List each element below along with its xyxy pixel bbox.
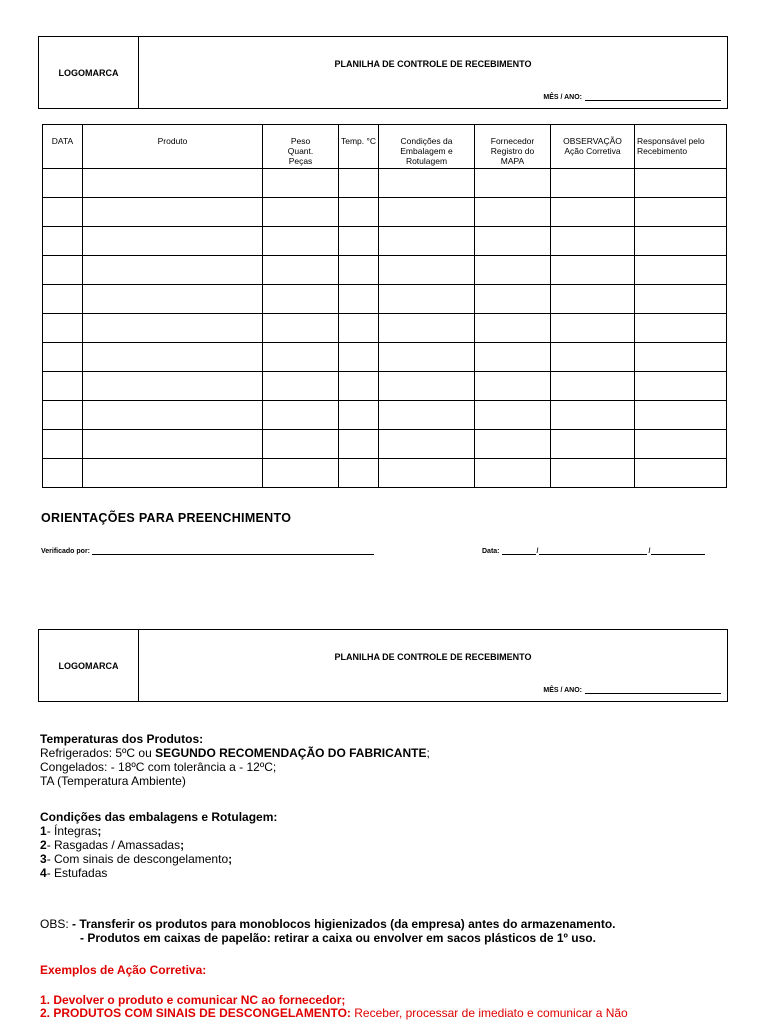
table-cell[interactable] (339, 430, 379, 459)
table-cell[interactable] (475, 343, 551, 372)
verificado-line (92, 546, 374, 555)
table-cell[interactable] (635, 169, 727, 198)
logo-placeholder: LOGOMARCA (39, 630, 139, 701)
table-cell[interactable] (83, 343, 263, 372)
table-cell[interactable] (475, 169, 551, 198)
col-responsavel: Responsável pelo Recebimento (635, 125, 727, 169)
table-cell[interactable] (339, 227, 379, 256)
table-cell[interactable] (43, 314, 83, 343)
table-cell[interactable] (263, 314, 339, 343)
table-cell[interactable] (339, 314, 379, 343)
table-header-row (43, 125, 727, 169)
table-row (43, 256, 727, 285)
table-cell[interactable] (83, 372, 263, 401)
table-cell[interactable] (43, 256, 83, 285)
table-cell[interactable] (263, 285, 339, 314)
table-cell[interactable] (551, 198, 635, 227)
exemplo-item-2: 2. PRODUTOS COM SINAIS DE DESCONGELAMENTO: Receber, processar de imediato e comunicar a Não (40, 1006, 628, 1020)
table-cell[interactable] (263, 343, 339, 372)
table-cell[interactable] (635, 198, 727, 227)
table-cell[interactable] (635, 343, 727, 372)
condicao-item: 4- Estufadas (40, 866, 108, 880)
month-year-label: MÊS / ANO: (543, 94, 582, 101)
col-data: DATA (43, 125, 83, 169)
table-cell[interactable] (379, 401, 475, 430)
condicoes-section (40, 810, 277, 880)
temperaturas-heading: Temperaturas dos Produtos: (40, 732, 204, 746)
header-box-2 (38, 629, 728, 702)
table-cell[interactable] (551, 372, 635, 401)
table-cell[interactable] (83, 459, 263, 488)
sheet-title: PLANILHA DE CONTROLE DE RECEBIMENTO (334, 652, 532, 662)
table-cell[interactable] (263, 401, 339, 430)
condicao-item: 1- Íntegras; (40, 824, 102, 838)
table-cell[interactable] (339, 169, 379, 198)
table-cell[interactable] (339, 372, 379, 401)
table-cell[interactable] (551, 459, 635, 488)
congelados-line: Congelados: - 18ºC com tolerância a - 12ºC; (40, 760, 277, 774)
table-cell[interactable] (43, 372, 83, 401)
date-field[interactable] (482, 546, 705, 555)
table-cell[interactable] (475, 401, 551, 430)
date-day-line (502, 546, 536, 555)
exemplos-list (40, 994, 628, 1020)
month-year-line (585, 92, 721, 101)
refrigerados-line: Refrigerados: 5ºC ou SEGUNDO RECOMENDAÇÃO DO FABRICANTE; (40, 746, 430, 760)
table-cell[interactable] (83, 198, 263, 227)
table-cell[interactable] (379, 430, 475, 459)
month-year-label: MÊS / ANO: (543, 687, 582, 694)
table-cell[interactable] (263, 256, 339, 285)
table-cell[interactable] (83, 430, 263, 459)
header-box-1 (38, 36, 728, 109)
table-row (43, 227, 727, 256)
temperaturas-section (40, 732, 430, 788)
table-cell[interactable] (339, 459, 379, 488)
table-cell[interactable] (263, 198, 339, 227)
table-row (43, 372, 727, 401)
table-cell[interactable] (551, 401, 635, 430)
month-year-field[interactable] (543, 685, 721, 694)
table-cell[interactable] (83, 401, 263, 430)
col-temp: Temp. °C (339, 125, 379, 169)
table-cell[interactable] (635, 285, 727, 314)
ta-line: TA (Temperatura Ambiente) (40, 774, 186, 788)
table-cell[interactable] (635, 459, 727, 488)
table-cell[interactable] (551, 256, 635, 285)
table-cell[interactable] (43, 401, 83, 430)
table-cell[interactable] (339, 198, 379, 227)
sheet-title: PLANILHA DE CONTROLE DE RECEBIMENTO (334, 59, 532, 69)
table-cell[interactable] (475, 459, 551, 488)
table-cell[interactable] (551, 227, 635, 256)
month-year-field[interactable] (543, 92, 721, 101)
table-cell[interactable] (475, 372, 551, 401)
table-cell[interactable] (263, 372, 339, 401)
table-cell[interactable] (379, 227, 475, 256)
table-cell[interactable] (551, 285, 635, 314)
condicoes-heading: Condições das embalagens e Rotulagem: (40, 810, 278, 824)
table-row (43, 430, 727, 459)
table-cell[interactable] (635, 372, 727, 401)
table-cell[interactable] (379, 372, 475, 401)
date-month-line (539, 546, 647, 555)
table-cell[interactable] (83, 285, 263, 314)
obs-line-1: OBS: - Transferir os produtos para monoblocos higienizados (da empresa) antes do armazenamento. (40, 917, 616, 931)
table-cell[interactable] (635, 256, 727, 285)
col-produto: Produto (83, 125, 263, 169)
table-cell[interactable] (43, 285, 83, 314)
table-row (43, 169, 727, 198)
table-cell[interactable] (83, 314, 263, 343)
table-cell[interactable] (635, 401, 727, 430)
table-cell[interactable] (43, 227, 83, 256)
table-cell[interactable] (83, 169, 263, 198)
table-cell[interactable] (339, 285, 379, 314)
table-cell[interactable] (379, 256, 475, 285)
table-cell[interactable] (43, 430, 83, 459)
col-observacao: OBSERVAÇÃO Ação Corretiva (551, 125, 635, 169)
table-cell[interactable] (83, 227, 263, 256)
table-cell[interactable] (379, 169, 475, 198)
exemplo-item-1: 1. Devolver o produto e comunicar NC ao fornecedor; (40, 993, 346, 1007)
date-sep-1: / (536, 548, 539, 555)
verificado-field[interactable] (41, 546, 374, 555)
table-cell[interactable] (475, 227, 551, 256)
table-row (43, 314, 727, 343)
table-row (43, 459, 727, 488)
table-cell[interactable] (379, 198, 475, 227)
table-cell[interactable] (551, 314, 635, 343)
month-year-line (585, 685, 721, 694)
orientacoes-heading: ORIENTAÇÕES PARA PREENCHIMENTO (41, 511, 292, 525)
table-cell[interactable] (475, 198, 551, 227)
col-fornecedor: Fornecedor Registro do MAPA (475, 125, 551, 169)
table-cell[interactable] (551, 169, 635, 198)
table-row (43, 401, 727, 430)
table-cell[interactable] (43, 459, 83, 488)
verificado-label: Verificado por: (41, 548, 91, 555)
table-cell[interactable] (551, 430, 635, 459)
obs-line-2: - Produtos em caixas de papelão: retirar a caixa ou envolver em sacos plásticos de 1º uso. (80, 931, 596, 945)
table-cell[interactable] (635, 227, 727, 256)
table-row (43, 285, 727, 314)
table-cell[interactable] (635, 314, 727, 343)
col-condicoes: Condições da Embalagem e Rotulagem (379, 125, 475, 169)
date-label: Data: (482, 548, 500, 555)
table-cell[interactable] (263, 227, 339, 256)
table-cell[interactable] (339, 401, 379, 430)
logo-placeholder: LOGOMARCA (39, 37, 139, 108)
table-cell[interactable] (475, 430, 551, 459)
table-cell[interactable] (263, 459, 339, 488)
date-year-line (651, 546, 705, 555)
col-peso: Peso Quant. Peças (263, 125, 339, 169)
table-cell[interactable] (263, 430, 339, 459)
table-cell[interactable] (263, 169, 339, 198)
obs-section (40, 917, 615, 945)
table-cell[interactable] (379, 459, 475, 488)
table-cell[interactable] (379, 314, 475, 343)
table-cell[interactable] (339, 343, 379, 372)
exemplos-heading: Exemplos de Ação Corretiva: (40, 963, 207, 977)
table-cell[interactable] (475, 314, 551, 343)
table-cell[interactable] (475, 256, 551, 285)
table-cell[interactable] (43, 169, 83, 198)
table-cell[interactable] (551, 343, 635, 372)
date-sep-2: / (648, 548, 651, 555)
condicao-item: 3- Com sinais de descongelamento; (40, 852, 233, 866)
receiving-table (42, 124, 727, 488)
table-cell[interactable] (379, 343, 475, 372)
table-cell[interactable] (83, 256, 263, 285)
table-cell[interactable] (379, 285, 475, 314)
table-cell[interactable] (43, 343, 83, 372)
table-cell[interactable] (43, 198, 83, 227)
table-row (43, 198, 727, 227)
table-cell[interactable] (339, 256, 379, 285)
table-row (43, 343, 727, 372)
table-cell[interactable] (475, 285, 551, 314)
table-cell[interactable] (635, 430, 727, 459)
condicao-item: 2- Rasgadas / Amassadas; (40, 838, 185, 852)
